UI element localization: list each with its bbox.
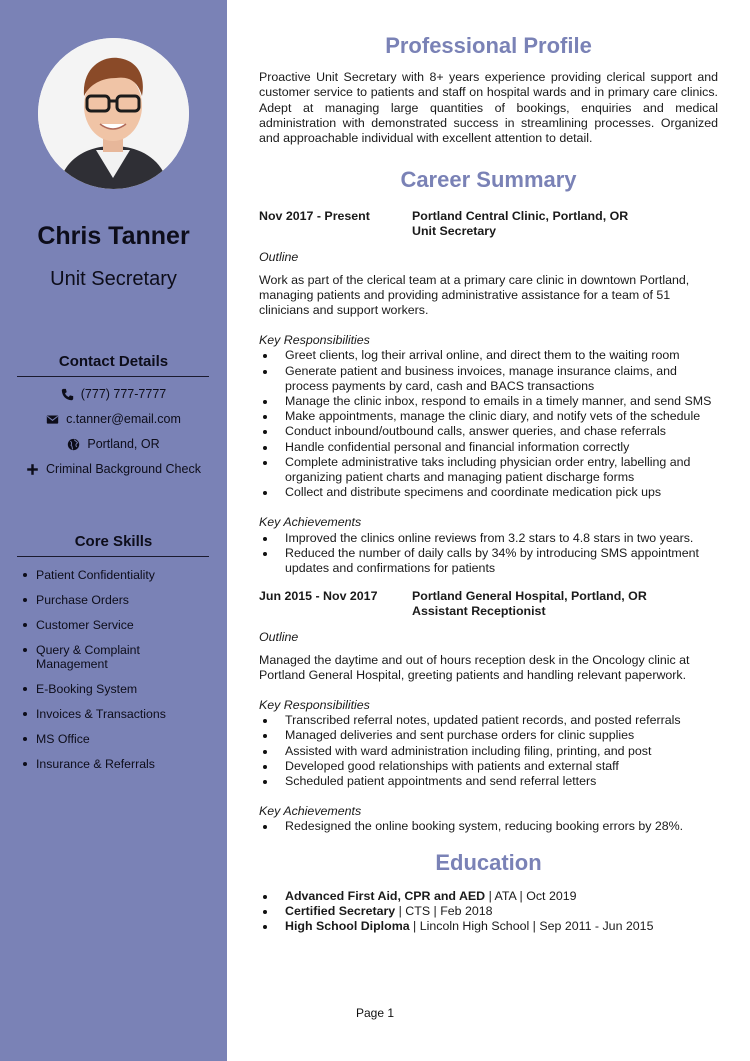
outline-label: Outline: [259, 630, 299, 645]
list-item: Transcribed referral notes, updated patient records, and posted referrals: [259, 713, 718, 728]
phone-icon: [61, 388, 74, 401]
location-text: Portland, OR: [87, 437, 160, 451]
list-item: Developed good relationships with patients and external staff: [259, 759, 718, 774]
achievements-list: [259, 819, 718, 834]
outline-label: Outline: [259, 250, 299, 265]
list-item: Complete administrative taks including physician order entry, labelling and organizing patient charts and managing patient discharge forms: [259, 455, 718, 485]
education-details: | ATA | Oct 2019: [485, 889, 577, 903]
job-role: Unit Secretary: [412, 224, 497, 239]
education-qualification: Advanced First Aid, CPR and AED: [285, 889, 486, 903]
background-check-text: Criminal Background Check: [46, 462, 201, 476]
responsibilities-list: [259, 348, 718, 500]
achievements-label: Key Achievements: [259, 804, 362, 819]
contact-email: [0, 412, 227, 426]
achievements-list: [259, 531, 718, 577]
sidebar: [0, 0, 227, 1061]
avatar: [38, 38, 189, 189]
job-organization: Portland General Hospital, Portland, OR: [412, 589, 647, 603]
job-outline: Managed the daytime and out of hours reception desk in the Oncology clinic at Portland General Hospital, greeting patients and handling relevant paperwork.: [259, 652, 690, 682]
responsibilities-label: Key Responsibilities: [259, 333, 370, 348]
skills-divider: [17, 556, 209, 557]
skill-item: E-Booking System: [20, 682, 210, 696]
achievements-label: Key Achievements: [259, 515, 362, 530]
list-item: Collect and distribute specimens and coordinate medication pick ups: [259, 485, 718, 500]
list-item: Handle confidential personal and financial information correctly: [259, 440, 718, 455]
education-item: [259, 904, 718, 919]
contact-background-check: [0, 462, 227, 476]
contact-heading: Contact Details: [58, 353, 169, 370]
list-item: Redesigned the online booking system, reducing booking errors by 28%.: [259, 819, 718, 834]
contact-phone: [0, 387, 227, 401]
skill-item: MS Office: [20, 732, 210, 746]
list-item: Managed deliveries and sent purchase orders for clinic supplies: [259, 728, 718, 743]
job-role: Assistant Receptionist: [412, 604, 546, 619]
education-qualification: Certified Secretary: [285, 904, 396, 919]
education-heading: Education: [435, 850, 542, 875]
list-item: Generate patient and business invoices, manage insurance claims, and process payments by card, cash and BACS transactions: [259, 364, 718, 394]
job-organization: Portland Central Clinic, Portland, OR: [412, 209, 629, 223]
skill-item: Insurance & Referrals: [20, 757, 210, 771]
skill-item: Customer Service: [20, 618, 210, 632]
skill-item: Patient Confidentiality: [20, 568, 210, 582]
candidate-title: Unit Secretary: [50, 268, 177, 290]
education-section: [259, 889, 718, 935]
responsibilities-list: [259, 713, 718, 789]
profile-photo: [38, 38, 189, 189]
profile-summary: Proactive Unit Secretary with 8+ years experience providing clerical support and customer service to patients and staff on hospital wards and in primary care clinics. Adept at managing large quantities of bookings, enquiries and medical administration with demonstrated success in streamlining processes. Organized and approachable individual with excellent attention to detail.: [259, 70, 718, 146]
list-item: Manage the clinic inbox, respond to emails in a timely manner, and send SMS: [259, 394, 718, 409]
email-text: c.tanner@email.com: [66, 412, 181, 426]
skill-item: Query & Complaint Management: [20, 643, 210, 671]
job-dates: Jun 2015 - Nov 2017: [259, 589, 378, 603]
education-item: [259, 919, 718, 934]
skill-item: Purchase Orders: [20, 593, 210, 607]
list-item: Improved the clinics online reviews from 3.2 stars to 4.8 stars in two years.: [259, 531, 718, 546]
education-details: | CTS | Feb 2018: [395, 904, 493, 919]
skills-heading: Core Skills: [74, 533, 153, 550]
list-item: Scheduled patient appointments and send referral letters: [259, 774, 718, 789]
plus-icon: [26, 463, 39, 476]
skill-item: Invoices & Transactions: [20, 707, 210, 721]
list-item: Assisted with ward administration including filing, printing, and post: [259, 744, 718, 759]
job-entry: [259, 589, 718, 835]
profile-heading: Professional Profile: [385, 33, 592, 58]
responsibilities-label: Key Responsibilities: [259, 698, 370, 713]
education-item: [259, 889, 718, 904]
envelope-icon: [46, 413, 59, 426]
contact-divider: [17, 376, 209, 377]
job-dates: Nov 2017 - Present: [259, 209, 370, 223]
education-qualification: High School Diploma: [285, 919, 410, 934]
contact-location: [0, 437, 227, 451]
skills-list: [20, 568, 210, 782]
globe-icon: [67, 438, 80, 451]
list-item: Conduct inbound/outbound calls, answer queries, and chase referrals: [259, 424, 718, 439]
list-item: Reduced the number of daily calls by 34% by introducing SMS appointment updates and confirmations for patients: [259, 546, 718, 576]
candidate-name: Chris Tanner: [37, 222, 190, 250]
list-item: Greet clients, log their arrival online, and direct them to the waiting room: [259, 348, 718, 363]
education-list: [259, 889, 718, 935]
education-details: | Lincoln High School | Sep 2011 - Jun 2015: [409, 919, 654, 934]
career-heading: Career Summary: [400, 167, 577, 192]
phone-text: (777) 777-7777: [80, 387, 167, 401]
job-outline: Work as part of the clerical team at a primary care clinic in downtown Portland, managing patients and providing administrative assistance for a team of 51 clinicians and support workers.: [259, 272, 690, 318]
list-item: Make appointments, manage the clinic diary, and notify vets of the schedule: [259, 409, 718, 424]
page-number: Page 1: [355, 1006, 395, 1020]
job-entry: [259, 209, 718, 576]
